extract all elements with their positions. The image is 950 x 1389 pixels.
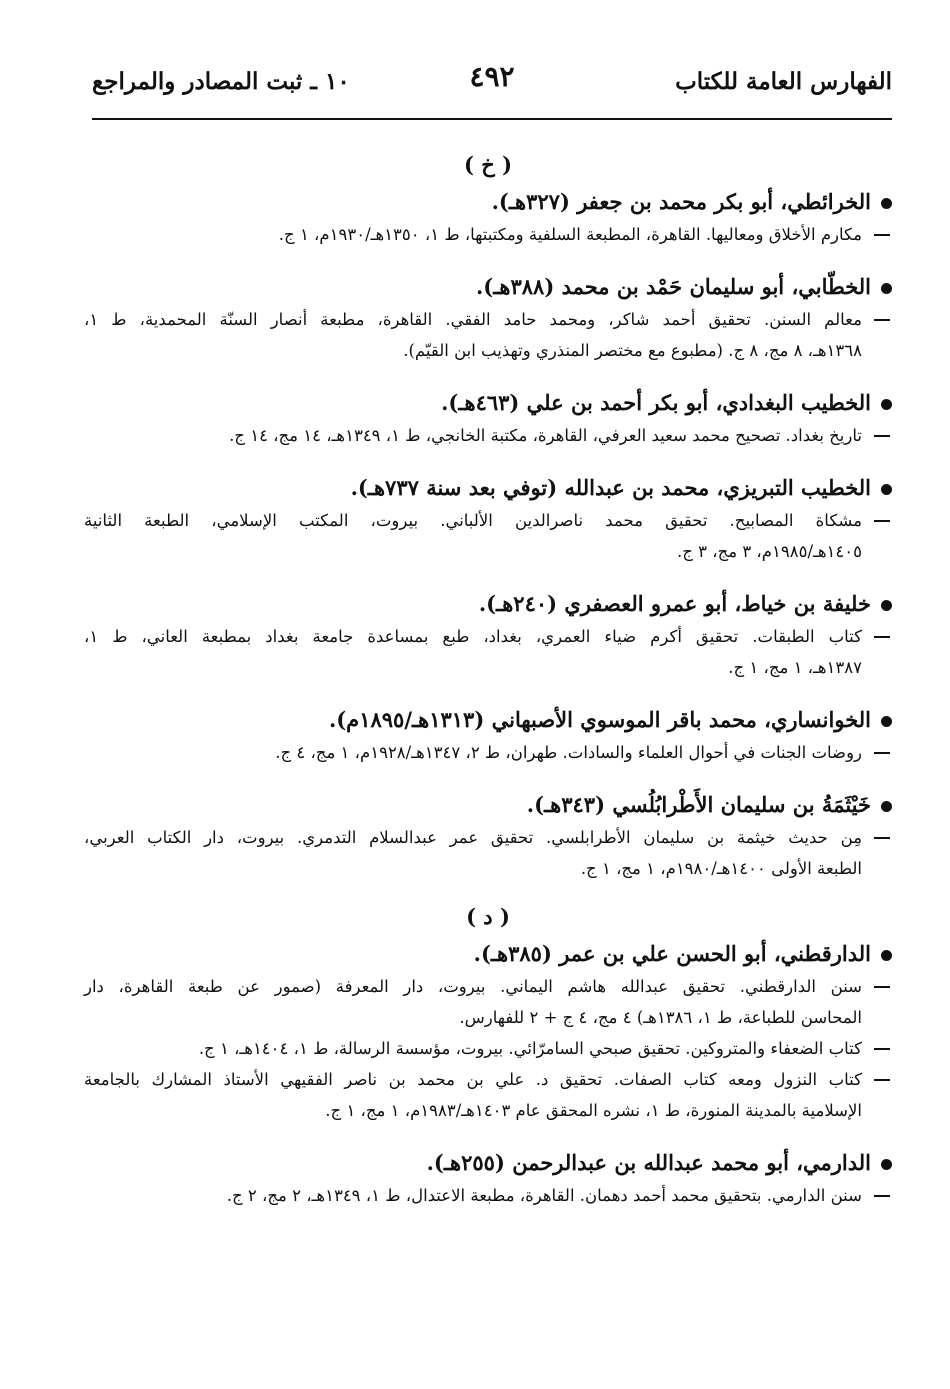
bibliography-entry bbox=[84, 937, 892, 1126]
header-section-title: ١٠ ـ ثبت المصادر والمراجع bbox=[92, 68, 350, 95]
work-line: مكارم الأخلاق ومعاليها. القاهرة، المطبعة السلفية ومكتبتها، ط ١، ١٣٥٠هـ/١٩٣٠م، ١ ج. bbox=[278, 225, 862, 244]
dash-icon bbox=[874, 636, 890, 638]
work-item bbox=[84, 1180, 892, 1211]
dash-icon bbox=[874, 234, 890, 236]
work-item bbox=[84, 420, 892, 451]
work-line: معالم السنن. تحقيق أحمد شاكر، ومحمد حامد الفقي. القاهرة، مطبعة أنصار السنّة المحمدية، ط ١، bbox=[84, 310, 862, 329]
bibliography-entry bbox=[84, 386, 892, 451]
bullet-icon bbox=[881, 950, 892, 961]
dash-icon bbox=[874, 1195, 890, 1197]
work-item bbox=[84, 621, 892, 683]
author-name: الخطيب التبريزي، محمد بن عبدالله (توفي بعد سنة ٧٣٧هـ). bbox=[350, 475, 871, 500]
bibliography-list bbox=[84, 148, 892, 1231]
author-heading bbox=[84, 386, 892, 420]
author-name: الخوانساري، محمد باقر الموسوي الأصبهاني (١٣١٣هـ/١٨٩٥م). bbox=[328, 707, 871, 732]
bullet-icon bbox=[881, 600, 892, 611]
work-item bbox=[84, 971, 892, 1033]
author-name: الخرائطي، أبو بكر محمد بن جعفر (٣٢٧هـ). bbox=[491, 189, 871, 214]
work-item bbox=[84, 1033, 892, 1064]
work-line: كتاب النزول ومعه كتاب الصفات. تحقيق د. علي بن محمد بن ناصر الفقيهي الأستاذ المشارك بالجامعة bbox=[84, 1070, 862, 1089]
bibliography-entry bbox=[84, 471, 892, 567]
work-item bbox=[84, 822, 892, 884]
work-line: كتاب الضعفاء والمتروكين. تحقيق صبحي السامرّائي. بيروت، مؤسسة الرسالة، ط ١، ١٤٠٤هـ، ١ ج. bbox=[198, 1039, 862, 1058]
bibliography-entry bbox=[84, 788, 892, 884]
author-heading bbox=[84, 937, 892, 971]
dash-icon bbox=[874, 986, 890, 988]
bibliography-entry bbox=[84, 270, 892, 366]
section-letter-heading: ( د ) bbox=[466, 904, 510, 929]
work-line: ١٤٠٥هـ/١٩٨٥م، ٣ مج، ٣ ج. bbox=[676, 542, 862, 561]
author-heading bbox=[84, 270, 892, 304]
author-name: الخطّابي، أبو سليمان حَمْد بن محمد (٣٨٨هـ). bbox=[476, 274, 871, 299]
work-line: ١٣٨٧هـ، ١ مج، ١ ج. bbox=[728, 658, 862, 677]
author-name: خَيْثَمَةُ بن سليمان الأَطْرابُلُسي (٣٤٣هـ). bbox=[526, 792, 871, 817]
author-name: الدارمي، أبو محمد عبدالله بن عبدالرحمن (٢٥٥هـ). bbox=[426, 1150, 871, 1175]
author-name: خليفة بن خياط، أبو عمرو العصفري (٢٤٠هـ). bbox=[478, 591, 871, 616]
bullet-icon bbox=[881, 399, 892, 410]
bullet-icon bbox=[881, 198, 892, 209]
work-item bbox=[84, 1064, 892, 1126]
work-line: روضات الجنات في أحوال العلماء والسادات. طهران، ط ٢، ١٣٤٧هـ/١٩٢٨م، ١ مج، ٤ ج. bbox=[275, 743, 862, 762]
work-line: ١٣٦٨هـ، ٨ مج، ٨ ج. (مطبوع مع مختصر المنذري وتهذيب ابن القيّم). bbox=[403, 341, 862, 360]
header-book-title: الفهارس العامة للكتاب bbox=[675, 68, 892, 95]
work-line: سنن الدارمي. بتحقيق محمد أحمد دهمان. القاهرة، مطبعة الاعتدال، ط ١، ١٣٤٩هـ، ٢ مج، ٢ ج. bbox=[226, 1186, 862, 1205]
author-heading bbox=[84, 1146, 892, 1180]
bullet-icon bbox=[881, 716, 892, 727]
bullet-icon bbox=[881, 1159, 892, 1170]
bibliography-entry bbox=[84, 703, 892, 768]
author-name: الخطيب البغدادي، أبو بكر أحمد بن علي (٤٦٣هـ). bbox=[441, 390, 871, 415]
dash-icon bbox=[874, 752, 890, 754]
work-line: الإسلامية بالمدينة المنورة، ط ١، نشره المحقق عام ١٤٠٣هـ/١٩٨٣م، ١ مج، ١ ج. bbox=[325, 1101, 862, 1120]
author-name: الدارقطني، أبو الحسن علي بن عمر (٣٨٥هـ). bbox=[473, 941, 871, 966]
work-item bbox=[84, 505, 892, 567]
author-heading bbox=[84, 703, 892, 737]
bullet-icon bbox=[881, 484, 892, 495]
bullet-icon bbox=[881, 801, 892, 812]
work-line: الطبعة الأولى ١٤٠٠هـ/١٩٨٠م، ١ مج، ١ ج. bbox=[580, 859, 862, 878]
bibliography-entry bbox=[84, 185, 892, 250]
dash-icon bbox=[874, 319, 890, 321]
section-letter-heading: ( خ ) bbox=[463, 152, 513, 177]
work-item bbox=[84, 219, 892, 250]
dash-icon bbox=[874, 520, 890, 522]
dash-icon bbox=[874, 1079, 890, 1081]
author-heading bbox=[84, 788, 892, 822]
bibliography-entry bbox=[84, 1146, 892, 1211]
author-heading bbox=[84, 185, 892, 219]
work-line: تاريخ بغداد. تصحيح محمد سعيد العرفي، القاهرة، مكتبة الخانجي، ط ١، ١٣٤٩هـ، ١٤ مج، ١٤ ج. bbox=[229, 426, 862, 445]
work-item bbox=[84, 304, 892, 366]
dash-icon bbox=[874, 435, 890, 437]
author-heading bbox=[84, 587, 892, 621]
author-heading bbox=[84, 471, 892, 505]
work-line: كتاب الطبقات. تحقيق أكرم ضياء العمري، بغداد، طبع بمساعدة جامعة بغداد بمطبعة العاني، ط ١، bbox=[84, 627, 862, 646]
work-item bbox=[84, 737, 892, 768]
dash-icon bbox=[874, 837, 890, 839]
page-number: ٤٩٢ bbox=[469, 60, 515, 93]
work-line: مِن حديث خيثمة بن سليمان الأطرابلسي. تحقيق عمر عبدالسلام التدمري. بيروت، دار الكتاب العربي، bbox=[84, 828, 862, 847]
work-line: مشكاة المصابيح. تحقيق محمد ناصرالدين الألباني. بيروت، المكتب الإسلامي، الطبعة الثانية bbox=[84, 511, 862, 530]
dash-icon bbox=[874, 1048, 890, 1050]
bullet-icon bbox=[881, 283, 892, 294]
running-header bbox=[92, 58, 892, 120]
bibliography-entry bbox=[84, 587, 892, 683]
work-line: المحاسن للطباعة، ط ١، ١٣٨٦هـ) ٤ مج، ٤ ج + ٢ للفهارس. bbox=[459, 1008, 862, 1027]
work-line: سنن الدارقطني. تحقيق عبدالله هاشم اليماني. بيروت، دار المعرفة (صمور عن طبعة القاهرة، دار bbox=[84, 977, 862, 996]
